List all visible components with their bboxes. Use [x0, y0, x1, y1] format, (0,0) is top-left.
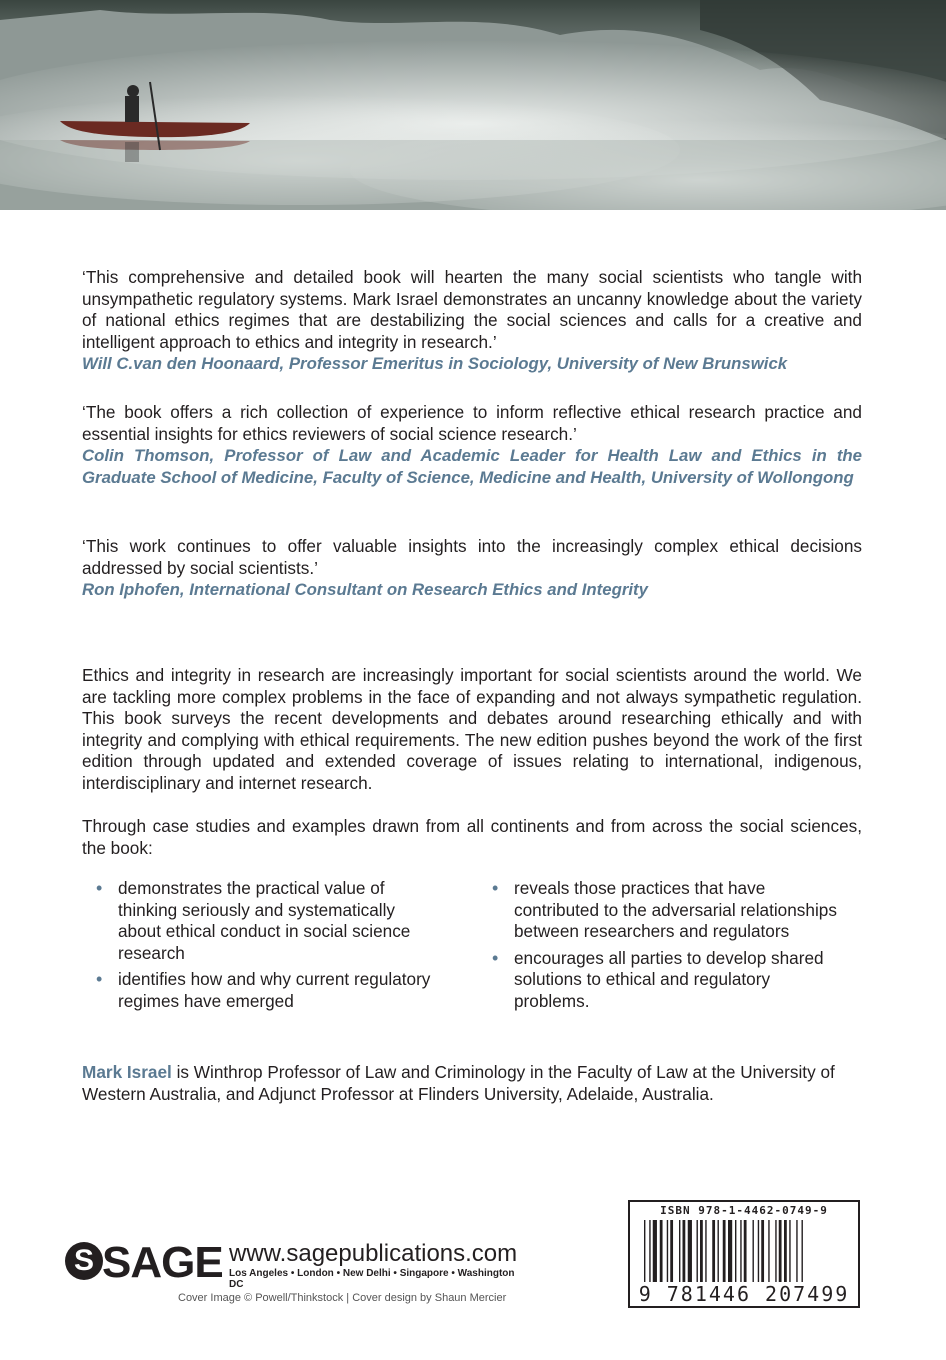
quote-attribution-3: Ron Iphofen, International Consultant on Research Ethics and Integrity [82, 580, 648, 600]
bullets-left-column [96, 878, 441, 1018]
isbn-label: ISBN 978-1-4462-0749-9 [660, 1204, 828, 1217]
author-bio [82, 1062, 862, 1105]
book-description [82, 665, 862, 795]
isbn-barcode [628, 1200, 860, 1308]
bullet-item: • reveals those practices that have contributed to the adversarial relationships between researchers and regulators [492, 878, 837, 942]
author-bio-text: is Winthrop Professor of Law and Criminology in the Faculty of Law at the University of Western Australia, and Adjunct Professor at Flinders University, Adelaide, Australia. [82, 1062, 835, 1104]
quote-text-1: ‘This comprehensive and detailed book will hearten the many social scientists who tangle with unsympathetic regulatory systems. Mark Israel demonstrates an uncanny knowledge about the variety of national ethics regimes that are destabilizing the social sciences and calls for a creative and intelligent approach to ethics and integrity in research.’ [82, 267, 862, 352]
publisher-website[interactable]: www.sagepublications.com [229, 1240, 518, 1267]
book-description-intro [82, 816, 862, 859]
isbn-digits: 9 781446 207499 [638, 1282, 850, 1306]
sage-logo-icon: S [65, 1242, 103, 1280]
bullet-item: • encourages all parties to develop shared solutions to ethical and regulatory problems. [492, 947, 824, 1011]
author-name: Mark Israel [82, 1062, 172, 1082]
quote-block-1 [82, 267, 862, 375]
bullet-item: • demonstrates the practical value of thinking seriously and systematically about ethical conduct in social science research [96, 878, 411, 963]
bullet-dot-icon: • [96, 878, 103, 898]
bullets-right-column [492, 878, 837, 1018]
quote-attribution-1: Will C.van den Hoonaard, Professor Emeritus in Sociology, University of New Brunswick [82, 354, 788, 374]
bullet-dot-icon: • [492, 878, 499, 898]
publisher-block [65, 1240, 525, 1320]
cover-photo [0, 0, 946, 210]
sage-logo-text: SAGE [102, 1238, 223, 1287]
bullet-dot-icon: • [492, 947, 499, 968]
publisher-cities: Los Angeles • London • New Delhi • Singapore • Washington DC [229, 1268, 515, 1290]
quote-text-2: ‘The book offers a rich collection of experience to inform reflective ethical research practice and essential insights for ethics reviewers of social science research.’ [82, 402, 862, 444]
misty-lake-canoe-image [0, 0, 946, 210]
quote-block-2 [82, 402, 862, 488]
quote-block-3 [82, 536, 862, 601]
bullet-item: • identifies how and why current regulatory regimes have emerged [96, 969, 431, 1011]
description-paragraph: Ethics and integrity in research are increasingly important for social scientists around the world. We are tackling more complex problems in the face of expanding and not always sympathetic regulation. This book surveys the recent developments and debates around researching ethically and with integrity and complying with ethical requirements. The new edition pushes beyond the work of the first edition through updated and extended coverage of issues relating to international, indigenous, interdisciplinary and internet research. [82, 665, 862, 793]
cover-credit: Cover Image © Powell/Thinkstock | Cover design by Shaun Mercier [178, 1292, 507, 1304]
description-intro-paragraph: Through case studies and examples drawn from all continents and from across the social sciences, the book: [82, 816, 862, 858]
quote-attribution-2: Colin Thomson, Professor of Law and Academic Leader for Health Law and Ethics in the Graduate School of Medicine, Faculty of Science, Medicine and Health, University of Wollongong [82, 446, 862, 487]
barcode-icon [644, 1220, 844, 1282]
bullet-dot-icon: • [96, 969, 103, 990]
quote-text-3: ‘This work continues to offer valuable insights into the increasingly complex ethical decisions addressed by social scientists.’ [82, 536, 862, 578]
